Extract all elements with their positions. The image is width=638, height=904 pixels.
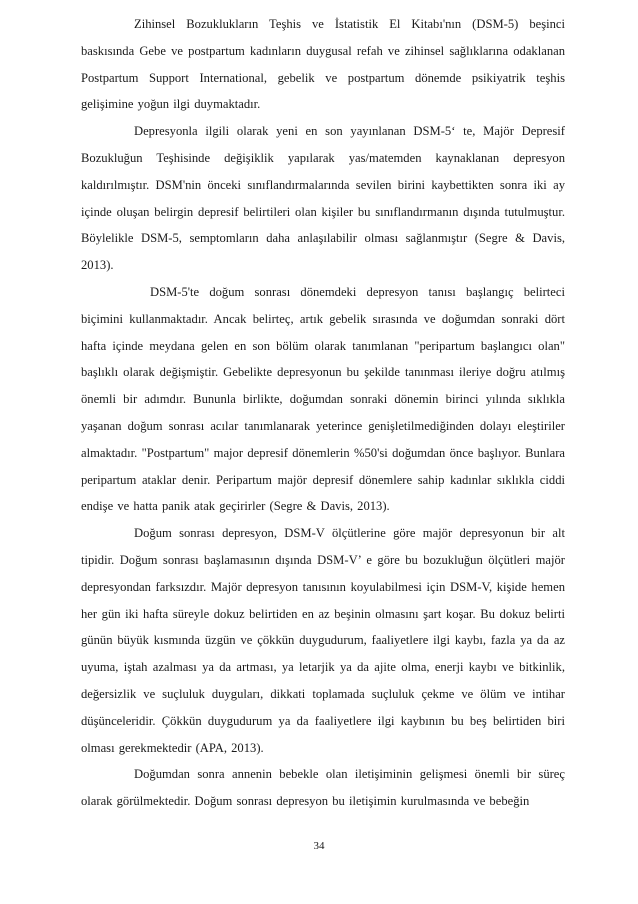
paragraph-dsm5-criteria: Doğum sonrası depresyon, DSM-V ölçütlerine göre majör depresyonun bir alt tipidir. Doğum sonrası başlamasının dışında DSM-V’ e göre bu bozukluğun ölçütleri majör depresyondan farksızdır. Majör depresyon tanısının koyulabilmesi için DSM-V, kişide hemen her gün iki hafta süreyle dokuz belirtiden en az beşinin olmasını şart koşar. Bu dokuz belirti günün büyük kısmında üzgün ve çökkün duygudurum, faaliyetlere ilgi kaybı, fazla ya da az uyuma, iştah azalması ya da artması, ya letarjik ya da ajite olma, enerji kaybı ve bitkinlik, değersizlik ve suçluluk duyguları, dikkati toplamada suçluluk çekme ve ölüm ve intihar düşünceleridir. Çökkün duygudurum ya da faaliyetlere ilgi kaybının bu beş belirtiden biri olması gerekmektedir (APA, 2013). bbox=[81, 526, 565, 755]
page-number: 34 bbox=[313, 840, 325, 852]
paragraph-dsm5-edition: Zihinsel Bozuklukların Teşhis ve İstatistik El Kitabı'nın (DSM-5) beşinci baskısında Gebe ve postpartum kadınların duygusal refah ve zihinsel sağlıklarına odaklanan Postpartum Support International, gebelik ve postpartum dönemde psikiyatrik teşhis gelişimine yoğun ilgi duymaktadır. bbox=[81, 17, 565, 112]
paragraph-depression-diagnosis: Depresyonla ilgili olarak yeni en son yayınlanan DSM-5‘ te, Majör Depresif Bozukluğun Teşhisinde değişiklik yapılarak yas/matemden kaynaklanan depresyon kaldırılmıştır. DSM'nin önceki sınıflandırmalarında sevilen birini kaybettikten sonra iki ay içinde oluşan belirgin depresif belirtileri olan kişiler bu sınıflandırmanın dışında tutulmuştur. Böylelikle DSM-5, semptomların daha anlaşılabilir olması sağlanmıştır (Segre & Davis, 2013). bbox=[81, 124, 565, 273]
body-text bbox=[81, 11, 565, 815]
paragraph-peripartum-onset: DSM-5'te doğum sonrası dönemdeki depresyon tanısı başlangıç belirteci biçimini kullanmaktadır. Ancak belirteç, artık gebelik sırasında ve doğumdan sonraki dört hafta içinde meydana gelen en son bölüm olarak tanımlanan "peripartum başlangıcı olan" başlıklı olarak değişmiştir. Gebelikte depresyonun bu şekilde tanınması ileriye doğru atılmış önemli bir adımdır. Bununla birlikte, doğumdan sonraki dönemin birinci yılında sıklıkla yaşanan doğum sonrası acılar tanımlanarak yeterince genişletilmediğinden dolayı eleştiriler almaktadır. "Postpartum" major depresif dönemlerin %50'si doğumdan önce başlıyor. Bunlara peripartum ataklar denir. Peripartum majör depresif dönemlere sahip kadınlar sıklıkla ciddi endişe ve hatta panik atak geçirirler (Segre & Davis, 2013). bbox=[81, 284, 565, 514]
paragraph-mother-infant-bond: Doğumdan sonra annenin bebekle olan iletişiminin gelişmesi önemli bir süreç olarak görülmektedir. Doğum sonrası depresyon bu iletişimin kurulmasında ve bebeğin bbox=[81, 767, 565, 809]
